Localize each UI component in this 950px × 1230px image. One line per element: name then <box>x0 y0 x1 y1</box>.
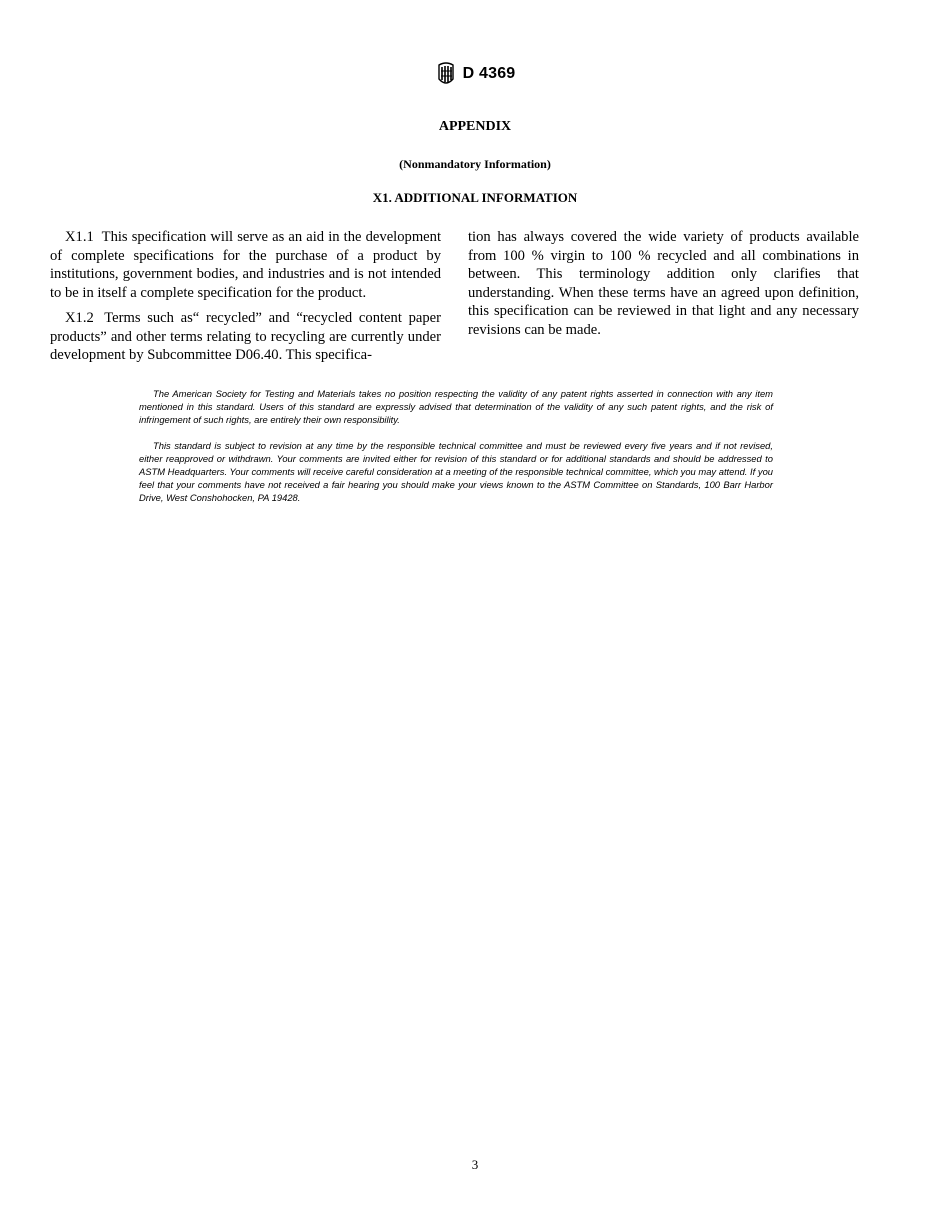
page-number: 3 <box>471 1157 479 1172</box>
section-title: X1. ADDITIONAL INFORMATION <box>372 190 578 205</box>
appendix-subtitle: (Nonmandatory Information) <box>399 157 551 171</box>
paragraph-text: Terms such as“ recycled” and “recycled content paper products” and other terms relating to recycling are currently under development by Subcommittee D06.40. This specifica- <box>50 310 441 363</box>
paragraph-number: X1.2 <box>65 310 94 326</box>
revision-notice: This standard is subject to revision at any time by the responsible technical committee and must be reviewed every five years and if not revised, either reapproved or withdrawn. Your comments are invited either for revision of this standard or for additional standards and should be addressed to ASTM Headquarters. Your comments will receive careful consideration at a meeting of the responsible technical committee, which you may attend. If you feel that your comments have not received a fair hearing you should make your views known to the ASTM Committee on Standards, 100 Barr Harbor Drive, West Conshohocken, PA 19428. <box>139 440 773 503</box>
paragraph-x1-2 <box>50 309 441 365</box>
standard-designation: D 4369 <box>462 65 516 82</box>
paragraph-x1-1 <box>50 228 441 302</box>
header-inner <box>435 62 516 86</box>
patent-notice: The American Society for Testing and Materials takes no position respecting the validity of any patent rights asserted in connection with any item mentioned in this standard. Users of this standard are expressly advised that determination of the validity of any such patent rights, and the risk of infringement of such rights, are entirely their own responsibility. <box>139 388 773 425</box>
page-header <box>0 62 950 91</box>
paragraph-number: X1.1 <box>65 229 94 245</box>
left-column <box>50 228 441 365</box>
astm-logo-icon <box>435 62 457 86</box>
paragraph-text: This specification will serve as an aid in the development of complete specifications for the purchase of a product by institutions, government bodies, and industries and is not intended to be in itself a complete specification for the product. <box>50 229 441 301</box>
right-column <box>468 228 859 339</box>
notices <box>139 387 773 504</box>
appendix-title: APPENDIX <box>438 119 512 134</box>
paragraph-x1-2-continued: tion has always covered the wide variety of products available from 100 % virgin to 100 % recycled and all combinations in between. This terminology addition only clarifies that understanding. When these terms have an agreed upon definition, this specification can be reviewed in that light and any necessary revisions can be made. <box>468 229 859 338</box>
